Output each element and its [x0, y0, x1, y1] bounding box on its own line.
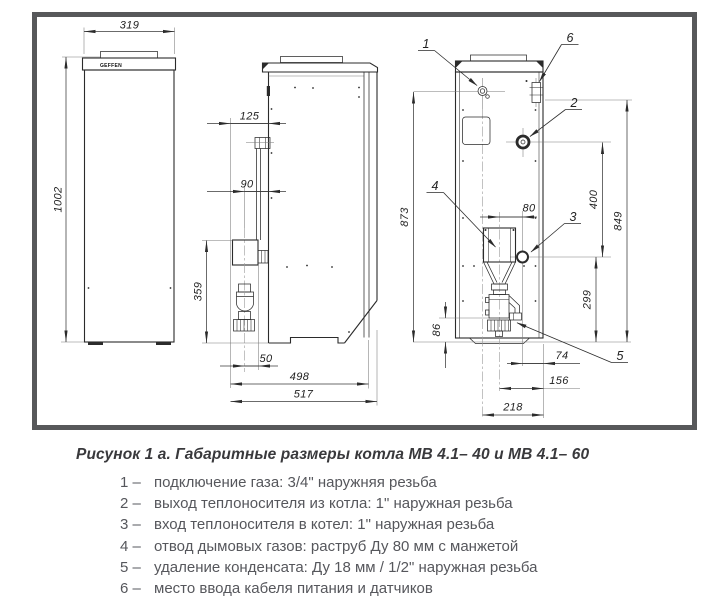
heat-inlet-port: [517, 252, 528, 263]
legend-label: выход теплоносителя из котла: 1" наружная резьба: [154, 495, 513, 513]
callout-flue: 4: [431, 179, 439, 193]
dim-front-width: 319: [119, 19, 140, 32]
dim-side-depth-total: 517: [293, 388, 314, 401]
legend-num: 6 –: [120, 580, 141, 598]
callout-cable: 6: [566, 31, 574, 45]
drawing-frame: [35, 15, 695, 428]
dim-side-depth-inner: 498: [289, 371, 310, 383]
legend-num: 1 –: [120, 474, 141, 491]
dim-rear-cable-height: 849: [612, 211, 625, 231]
legend-item-cable: [120, 578, 676, 599]
legend-list: [120, 472, 676, 599]
callout-outlet: 2: [570, 96, 578, 110]
legend-item-condensate: [120, 557, 676, 578]
heat-outlet-port: [517, 136, 529, 148]
legend-label: вход теплоносителя в котел: 1" наружная резьба: [154, 516, 495, 534]
dim-rear-inlet-height: 299: [581, 289, 594, 310]
legend-num: 5 –: [120, 558, 141, 576]
legend-item-inlet: [120, 514, 676, 535]
dim-side-pipe-offset: 90: [240, 178, 254, 191]
dim-rear-flue-to-edge: 156: [549, 375, 569, 387]
dim-side-valve-height: 359: [192, 281, 205, 302]
legend-num: 4 –: [120, 537, 141, 555]
legend-item-gas: [120, 472, 676, 493]
legend-label: отвод дымовых газов: раструб Ду 80 мм с манжетой: [154, 537, 519, 555]
front-foot-right: [156, 342, 171, 345]
legend-num: 3 –: [120, 516, 141, 534]
legend-num: 2 –: [120, 495, 141, 513]
dim-rear-drain-height: 86: [431, 323, 443, 337]
legend-label: подключение газа: 3/4" наружняя резьба: [154, 474, 437, 491]
caption-title: Рисунок 1 а. Габаритные размеры котла МВ 4.1– 40 и МВ 4.1– 60: [76, 446, 590, 463]
legend-label: удаление конденсата: Ду 18 мм / 1/2" наружная резьба: [154, 558, 538, 576]
dim-rear-outlet-to-inlet: 400: [588, 189, 600, 210]
dim-side-siphon-offset: 50: [259, 353, 273, 365]
figure-caption: [76, 446, 676, 599]
callout-gas: 1: [422, 37, 430, 51]
dim-rear-gas-to-edge: 218: [503, 401, 523, 414]
brand-logo: GEFFEN: [99, 62, 123, 69]
front-foot-left: [88, 342, 103, 345]
callout-inlet: 3: [569, 210, 577, 224]
dim-rear-drain-to-edge: 74: [555, 350, 569, 362]
legend-item-flue: [120, 536, 676, 557]
dim-side-valve-protrusion: 125: [239, 110, 260, 123]
dim-rear-flue-to-inlet: 80: [522, 202, 536, 215]
dim-front-height: 1002: [52, 186, 65, 213]
callout-condensate: 5: [616, 349, 624, 363]
dim-rear-gas-height: 873: [399, 207, 411, 227]
legend-item-outlet: [120, 493, 676, 514]
legend-label: место ввода кабеля питания и датчиков: [154, 580, 433, 598]
